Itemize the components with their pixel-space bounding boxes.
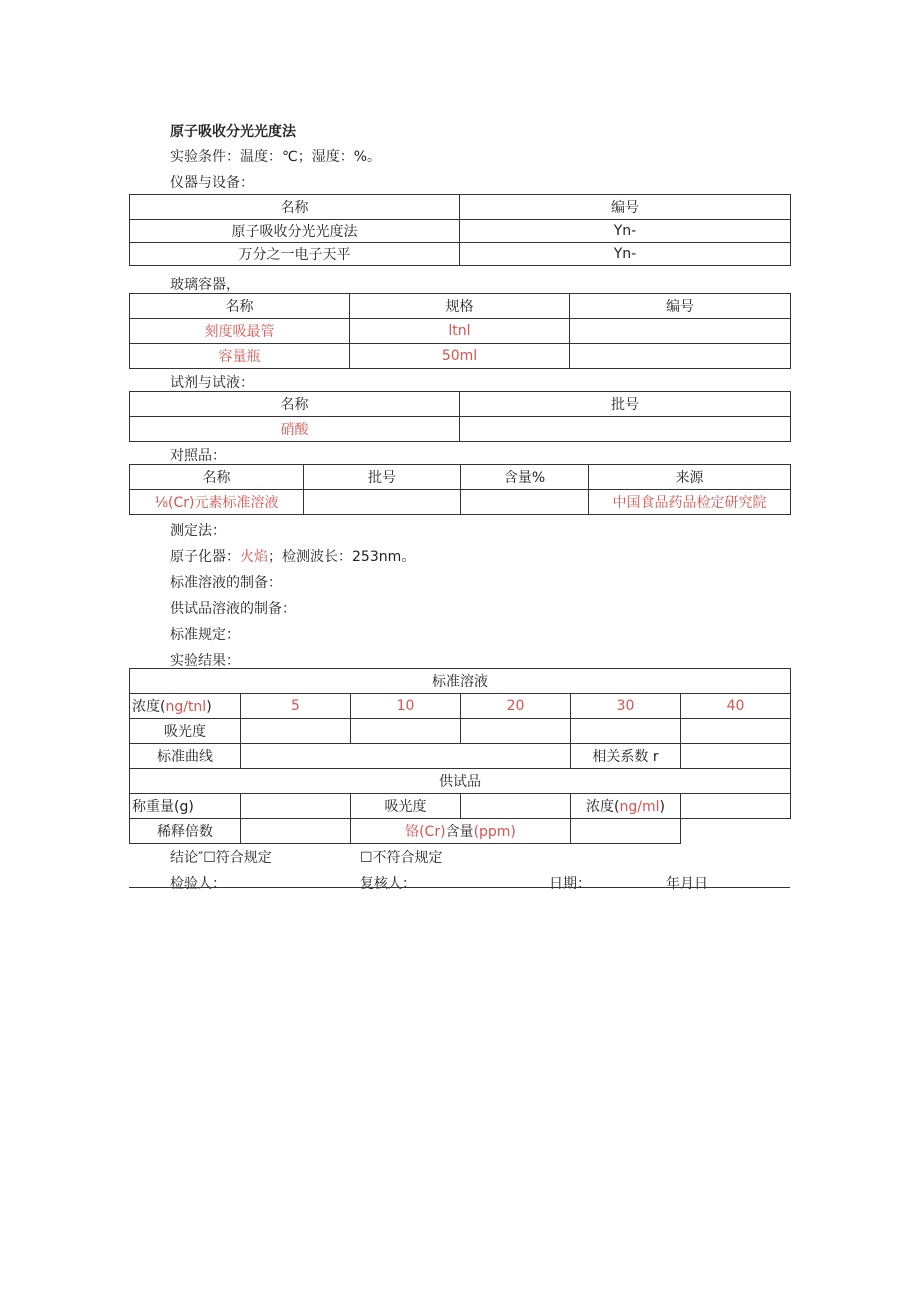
atomizer-prefix: 原子化器： bbox=[170, 549, 240, 565]
instruments-table bbox=[129, 194, 791, 266]
content-label-c: (ppm) bbox=[473, 824, 516, 840]
sample-conc-value bbox=[681, 794, 791, 819]
sample-conc-open: 浓度( bbox=[586, 799, 620, 815]
date-label: 日期： bbox=[549, 876, 591, 892]
curve-value bbox=[241, 744, 571, 769]
std-prep-label: 标准溶液的制备： bbox=[170, 575, 282, 591]
reference-batch bbox=[304, 490, 461, 515]
concentration-value: 5 bbox=[241, 694, 351, 719]
reagent-name: 硝酸 bbox=[130, 417, 460, 442]
instrument-id: Yn- bbox=[460, 220, 791, 243]
conclusion-pass: 结论″☐符合规定 bbox=[170, 850, 272, 866]
table-row bbox=[130, 392, 791, 417]
results-table bbox=[129, 668, 791, 844]
header-cell: 名称 bbox=[130, 392, 460, 417]
reference-name-element: ⅛(Cr)元素标准溶液 bbox=[154, 495, 279, 511]
table-row bbox=[130, 669, 791, 694]
sample-abs-value bbox=[461, 794, 571, 819]
method-label: 测定法： bbox=[170, 523, 226, 539]
glassware-name: 容量瓶 bbox=[130, 344, 350, 369]
experiment-conditions: 实验条件：温度：℃；湿度：%。 bbox=[170, 149, 382, 165]
reference-content bbox=[461, 490, 589, 515]
reference-source: 中国食品药品检定研究院 bbox=[589, 490, 791, 515]
dilution-label: 稀释倍数 bbox=[130, 819, 241, 844]
table-row bbox=[130, 319, 791, 344]
concentration-value: 20 bbox=[461, 694, 571, 719]
table-row bbox=[130, 744, 791, 769]
table-row bbox=[130, 243, 791, 266]
absorbance-label: 吸光度 bbox=[130, 719, 241, 744]
content-label-b: 含量 bbox=[445, 824, 474, 840]
sample-conc-unit: ng/ml bbox=[619, 799, 660, 815]
weight-value bbox=[241, 794, 351, 819]
table-row bbox=[130, 719, 791, 744]
sample-conc-label bbox=[571, 794, 681, 819]
atomizer-value: 火焰 bbox=[240, 549, 268, 565]
sample-abs-label: 吸光度 bbox=[351, 794, 461, 819]
header-cell: 编号 bbox=[460, 195, 791, 220]
reference-label: 对照品： bbox=[170, 448, 226, 464]
reagents-label: 试剂与试液： bbox=[170, 375, 254, 391]
table-row bbox=[130, 769, 791, 794]
glassware-name: 刻度吸最管 bbox=[130, 319, 350, 344]
reagent-batch bbox=[460, 417, 791, 442]
sample-prep-label: 供试品溶液的制备： bbox=[170, 601, 296, 617]
table-row bbox=[130, 694, 791, 719]
table-row bbox=[130, 465, 791, 490]
table-row bbox=[130, 220, 791, 243]
header-cell: 来源 bbox=[589, 465, 791, 490]
table-row bbox=[130, 344, 791, 369]
results-label: 实验结果： bbox=[170, 653, 240, 669]
sample-conc-close: ) bbox=[659, 799, 665, 815]
absorbance-cell bbox=[681, 719, 791, 744]
concentration-value: 40 bbox=[681, 694, 791, 719]
concentration-value: 30 bbox=[571, 694, 681, 719]
header-cell: 名称 bbox=[130, 294, 350, 319]
corr-value bbox=[681, 744, 791, 769]
table-row bbox=[130, 294, 791, 319]
table-row bbox=[130, 819, 791, 844]
conclusion-fail: ☐不符合规定 bbox=[360, 850, 443, 866]
atomizer-line bbox=[170, 546, 415, 566]
glassware-label: 玻璃容器， bbox=[170, 277, 240, 293]
absorbance-cell bbox=[351, 719, 461, 744]
header-cell: 规格 bbox=[350, 294, 570, 319]
dilution-value bbox=[241, 819, 351, 844]
reagents-table bbox=[129, 391, 791, 442]
header-cell: 含量% bbox=[461, 465, 589, 490]
instrument-id: Yn- bbox=[460, 243, 791, 266]
instrument-name: 万分之一电子天平 bbox=[130, 243, 460, 266]
conc-label-close: ) bbox=[206, 699, 212, 715]
glassware-table bbox=[129, 293, 791, 369]
glassware-spec: 50ml bbox=[350, 344, 570, 369]
reviewer-label: 复核人： bbox=[360, 876, 416, 892]
curve-label: 标准曲线 bbox=[130, 744, 241, 769]
table-row bbox=[130, 195, 791, 220]
weight-label: 称重量(g) bbox=[130, 794, 241, 819]
glassware-id bbox=[570, 319, 791, 344]
header-cell: 编号 bbox=[570, 294, 791, 319]
inspector-label: 检验人： bbox=[170, 876, 226, 892]
sample-title: 供试品 bbox=[130, 769, 791, 794]
absorbance-cell bbox=[241, 719, 351, 744]
corr-label: 相关系数 r bbox=[571, 744, 681, 769]
wavelength-text: ；检测波长：253nm。 bbox=[268, 549, 416, 565]
header-cell: 名称 bbox=[130, 465, 304, 490]
header-cell: 名称 bbox=[130, 195, 460, 220]
table-row bbox=[130, 794, 791, 819]
conc-unit: ng∕tnl bbox=[165, 699, 207, 715]
page-title: 原子吸收分光光度法 bbox=[170, 124, 296, 140]
table-row bbox=[130, 490, 791, 515]
glassware-id bbox=[570, 344, 791, 369]
content-value bbox=[571, 819, 681, 844]
ymd-label: 年月日 bbox=[666, 876, 708, 892]
content-label-a: 铬(Cr) bbox=[405, 824, 446, 840]
std-solution-title: 标准溶液 bbox=[130, 669, 791, 694]
instrument-name: 原子吸收分光光度法 bbox=[130, 220, 460, 243]
header-cell: 批号 bbox=[304, 465, 461, 490]
empty-cell bbox=[681, 819, 791, 844]
concentration-label bbox=[130, 694, 241, 719]
instruments-label: 仪器与设备： bbox=[170, 175, 254, 191]
content-label bbox=[351, 819, 571, 844]
header-cell: 批号 bbox=[460, 392, 791, 417]
absorbance-cell bbox=[571, 719, 681, 744]
absorbance-cell bbox=[461, 719, 571, 744]
concentration-value: 10 bbox=[351, 694, 461, 719]
reference-name bbox=[130, 490, 304, 515]
std-rule-label: 标准规定： bbox=[170, 627, 240, 643]
bottom-rule bbox=[129, 887, 790, 888]
glassware-spec: ltnl bbox=[350, 319, 570, 344]
reference-table bbox=[129, 464, 791, 515]
conc-label-open: 浓度( bbox=[132, 699, 166, 715]
table-row bbox=[130, 417, 791, 442]
